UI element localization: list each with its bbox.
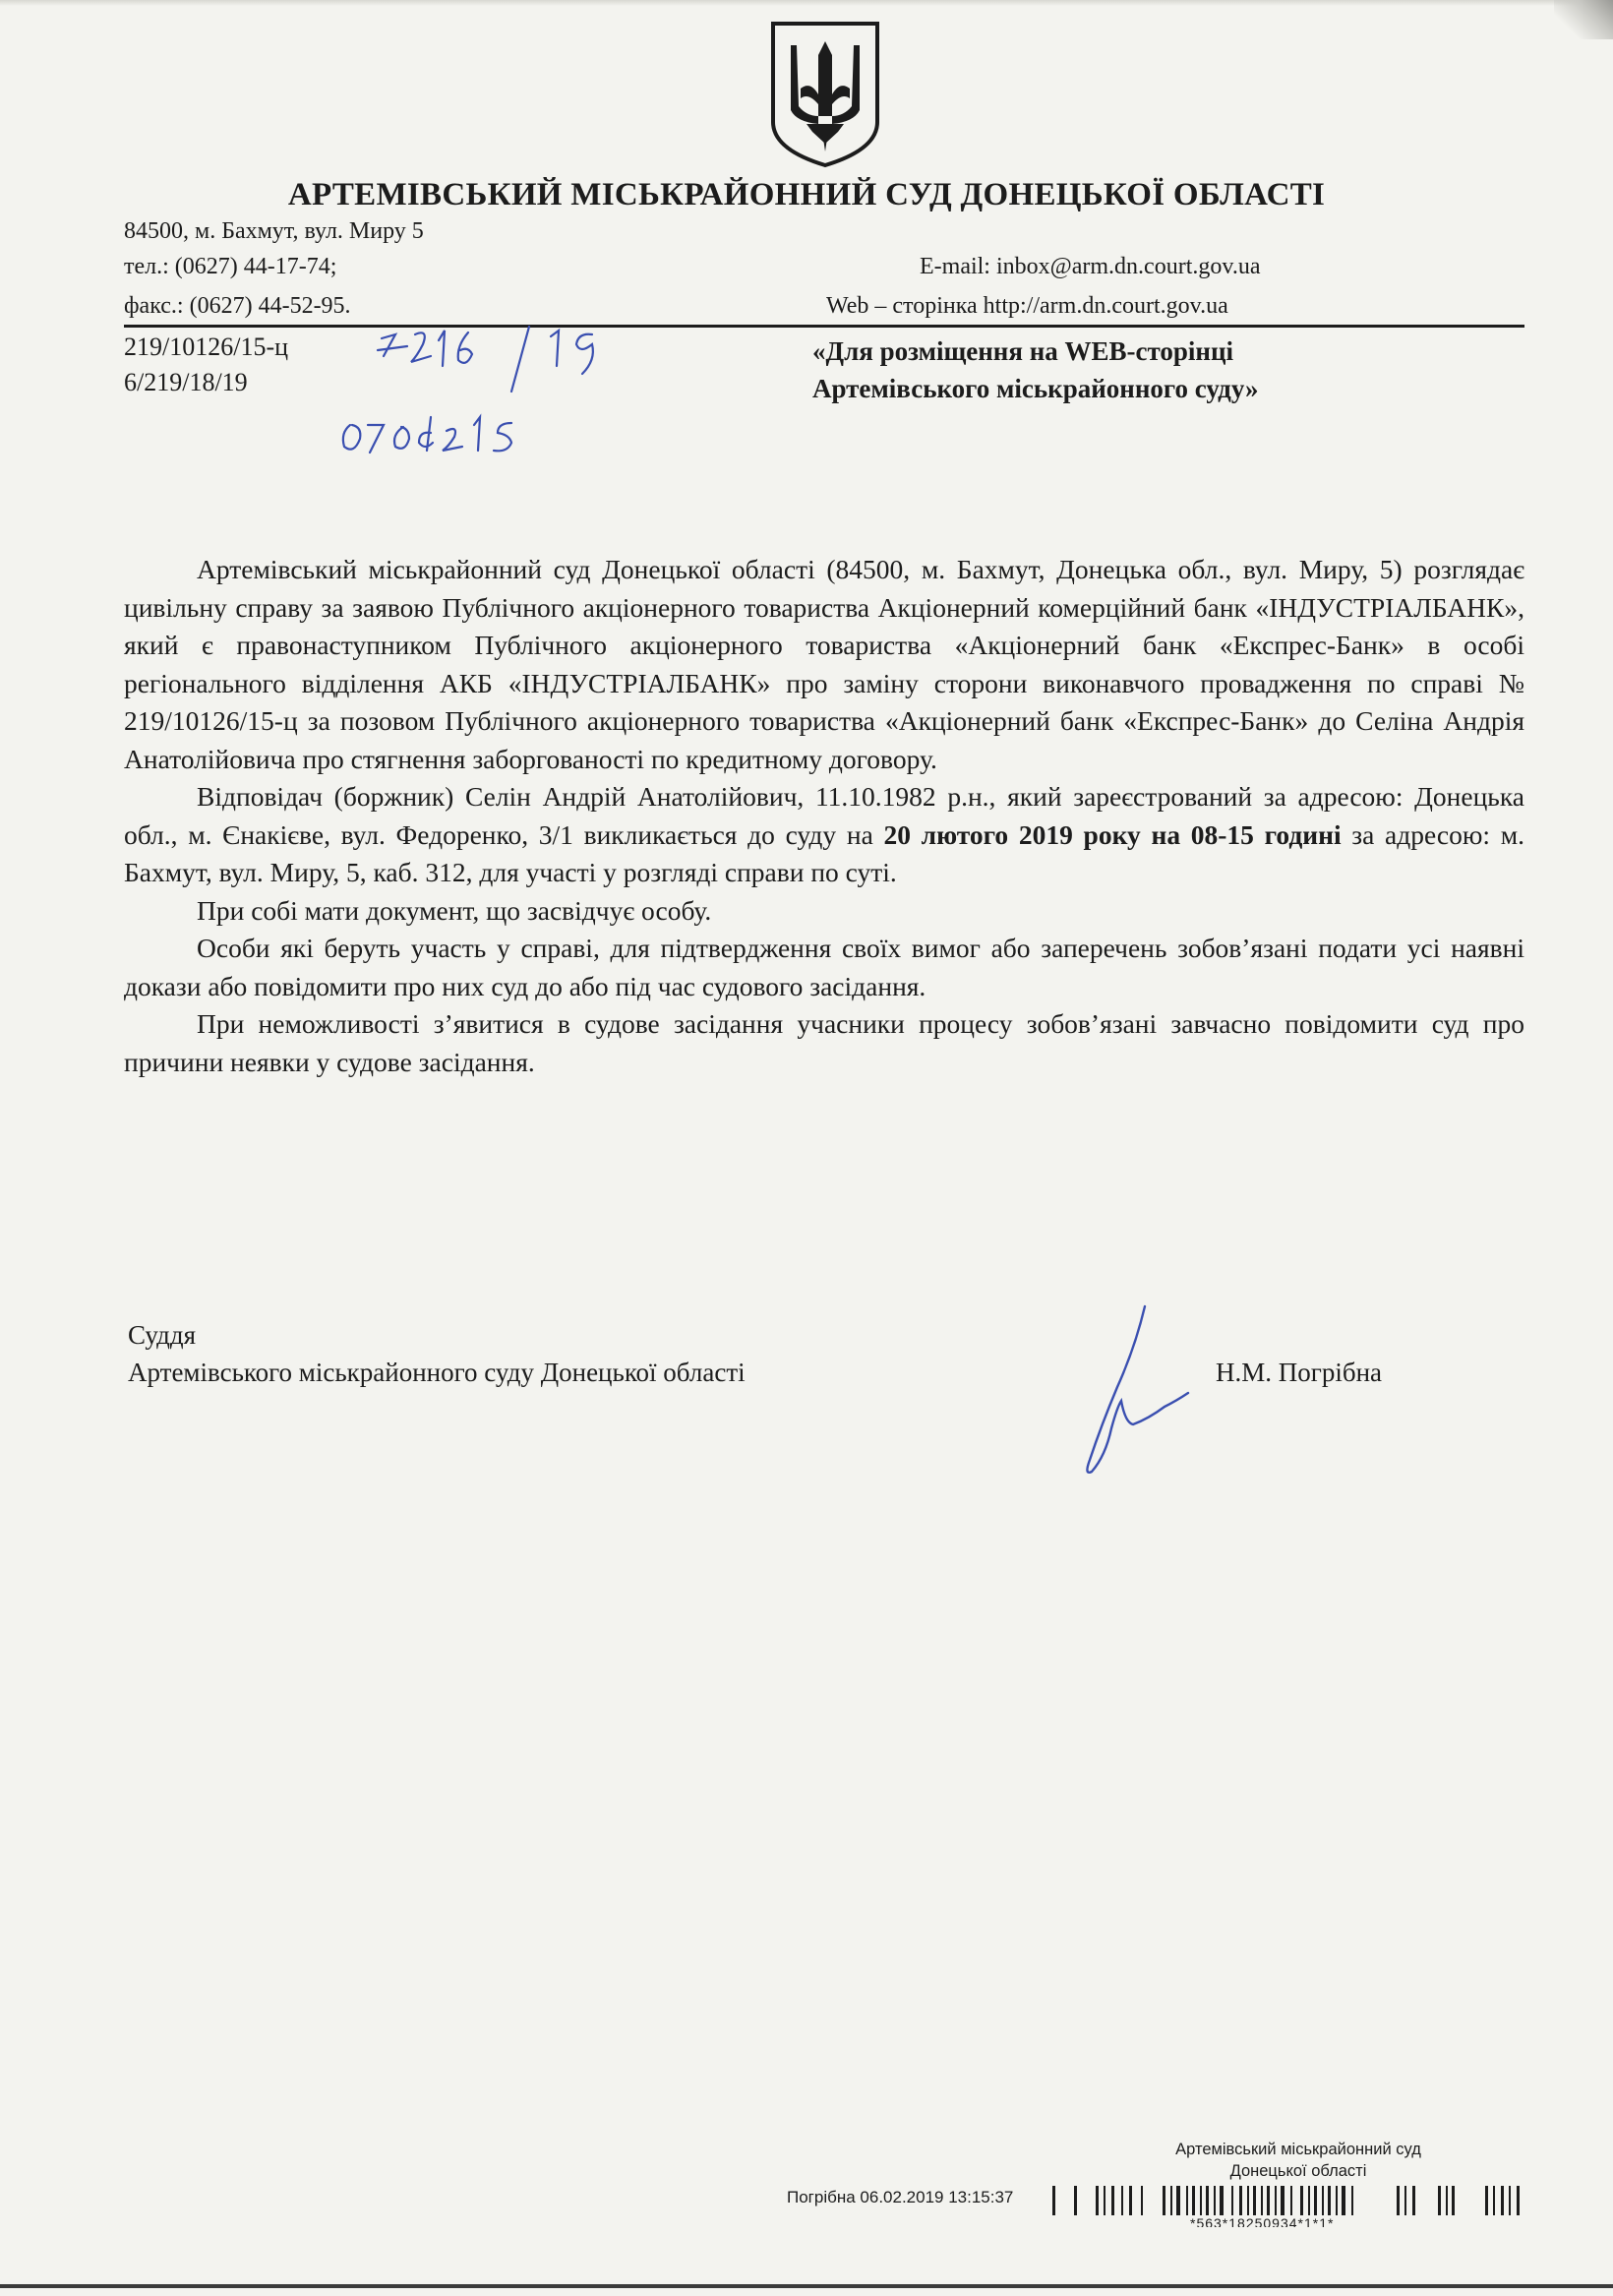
judge-court: Артемівського міськрайонного суду Донецької області [128,1358,746,1387]
paragraph-case-description: Артемівський міськрайонний суд Донецької області (84500, м. Бахмут, Донецька обл., вул. Миру, 5) розглядає цивільну справу за заявою Публічного акціонерного товариства Акціонерний комерційний банк «ІНДУСТРІАЛБАНК», який є правонаступником Публічного акціонерного товариства «Акціонерний банк «Експрес-Банк» в особі регіонального відділення АКБ «ІНДУСТРІАЛБАНК» про заміну сторони виконавчого провадження по справі № 219/10126/15-ц за позовом Публічного акціонерного товариства «Акціонерний банк «Експрес-Банк» до Селіна Андрія Анатолійовича про стягнення заборгованості по кредитному договору. [124,554,1524,774]
paragraph-evidence: Особи які беруть участь у справі, для підтвердження своїх вимог або заперечень зобов’язані подати усі наявні докази або повідомити про них суд до або під час судового засідання. [124,933,1524,1001]
handwritten-date [336,403,543,462]
scan-corner-shadow [1554,0,1613,39]
barcode-icon [1052,2184,1529,2219]
court-fax: факс.: (0627) 44-52-95. [124,293,351,319]
registry-stamp [1141,2139,1456,2182]
header-divider [124,325,1524,328]
paragraph-id-document: При собі мати документ, що засвідчує особу. [197,894,712,926]
court-address: 84500, м. Бахмут, вул. Миру 5 [124,218,424,244]
judge-title: Суддя [128,1320,197,1350]
summons-text-end: за адресою: м. Бахмут, вул. Миру, 5, каб. 312, для участі у розгляді справи по суті. [124,818,1524,887]
hearing-datetime: 20 лютого 2019 року на 08-15 годині [883,818,1342,850]
page-bottom-edge [0,2284,1613,2288]
proceeding-number: 6/219/18/19 [124,368,248,396]
paragraph-summons [124,778,1524,892]
registry-stamp-line-1: Артемівський міськрайонний суд [1175,2141,1421,2158]
handwritten-registration-number [374,317,629,395]
page-top-edge [0,0,1613,6]
court-phone: тел.: (0627) 44-17-74; [124,254,337,279]
registry-stamp-line-2: Донецької області [1229,2162,1367,2180]
court-website-link[interactable]: Web – сторінка http://arm.dn.court.gov.ua [826,293,1228,319]
web-note-line-2: Артемівського міськрайонного суду» [812,374,1259,403]
judge-signature [1023,1299,1220,1495]
summons-text-start: Відповідач (боржник) Селін Андрій Анатолійович, 11.10.1982 р.н., який зареєстрований за адресою: Донецька обл., м. Єнакієве, вул. Федоренко, 3/1 викликається до суду на [124,781,1524,850]
paragraph-absence: При неможливості з’явитися в судове засідання учасники процесу зобов’язані завчасно повідомити суд про причини неявки у судове засідання. [124,1008,1524,1077]
court-name-heading: АРТЕМІВСЬКИЙ МІСЬКРАЙОННИЙ СУД ДОНЕЦЬКОЇ ОБЛАСТІ [287,177,1326,212]
web-placement-note [812,332,1259,407]
registry-meta: Погрібна 06.02.2019 13:15:37 [787,2188,1014,2206]
web-note-line-1: «Для розміщення на WEB-сторінці [812,336,1234,366]
case-number: 219/10126/15-ц [124,332,289,361]
notice-body [124,551,1524,1081]
judge-name: Н.М. Погрібна [1216,1358,1383,1387]
trident-emblem-icon [767,20,883,169]
court-email-link[interactable]: E-mail: inbox@arm.dn.court.gov.ua [920,254,1261,279]
barcode-code: *563*18250934*1*1* [1190,2215,1335,2227]
